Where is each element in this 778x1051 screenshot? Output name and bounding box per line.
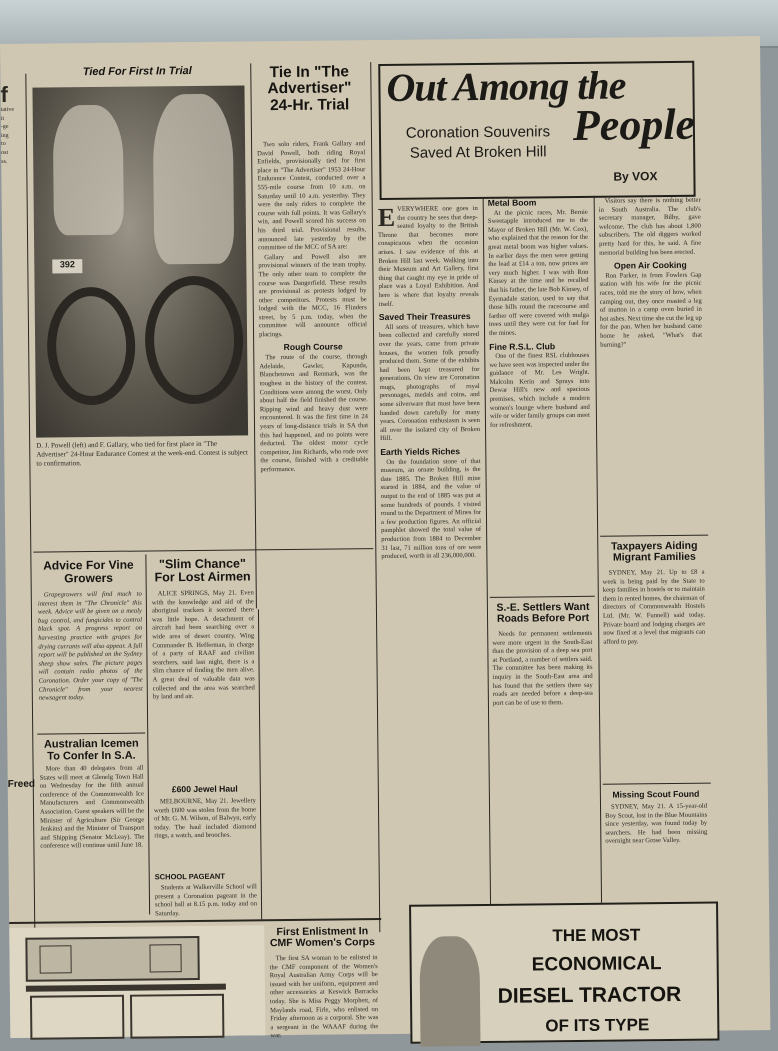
section-rule <box>9 918 381 924</box>
newspaper-page <box>0 36 770 1038</box>
settlers-article: Needs for permanent settlements were more urgent in the South-East than the provision of a deep sea port at Portland, a number of settlers said. The committee has been making its inquiry in the South-East area and has found that the settlers there say roads are needed before a deep-sea port can be of use to them. <box>492 629 593 707</box>
icemen-headline: Australian Icemen To Confer In S.A. <box>43 737 139 763</box>
ad-line-4: OF ITS TYPE <box>545 1015 650 1036</box>
number-plate: 392 <box>52 259 82 273</box>
rider-left-figure <box>53 105 124 236</box>
kitchen-cabinet-ad <box>9 925 265 1038</box>
motorcycle-photo <box>32 85 248 437</box>
photo-story-title: Tied For First In Trial <box>82 64 192 79</box>
ad-line-1: THE MOST <box>552 925 641 946</box>
ad-line-2: ECONOMICAL <box>531 953 662 976</box>
cabinet-bench <box>26 984 226 992</box>
rider-right-figure <box>153 94 235 265</box>
airmen-headline: "Slim Chance" For Lost Airmen <box>154 556 251 585</box>
masthead-subtitle: Coronation Souvenirs Saved At Broken Hill <box>405 123 551 162</box>
cabinet-door <box>39 945 71 973</box>
trial-article: Two solo riders, Frank Gallary and David Powell, both riding Royal Enfields, provisionally tied for first place in "The Advertiser" 1953 24-Hour Endurance Contest, conducted over a 555-mile course from 10 a.m. on Saturday until 10 a.m. yesterday. They were the only riders to complete the course with full points. It was Gallary's win, and Powell scored his success on his third trial. Provisional results, announced late yesterday by the committee of the MCC of SA are: Gallary and Powell also are provisional winners of the team trophy. The only other team to complete the course was Dangerfield. These results are provisional as protests lodged by other competitors. Protests must be lodged with the MCC, 16 Flinders street, by 5 p.m. today, when the committee will announce official placings. Rough Course The route of the course, through Adelaide, Gawler, Kapunda, Blanchetown and Renmark, was the toughest in the history of the contest. Conditions were among the worst. Only about half the field finished the course. Ripping wind and heavy dust were encountered. It was the first time in 24 years of long-distance trials in SA that this had happened, and no points were deducted. The oldest motor cycle competitor, Jim Richards, who rode over the course, finished with a creditable performance. <box>257 140 369 474</box>
cabinet-lower <box>30 995 124 1040</box>
oatp-column-3: Visitors say there is nothing better in South Australia. The club's secretary manager, Bilby, gave welcome. The club has about 1,800 subscribers. The old diggers worked pretty hard for this, he said. A fine memorial building has been erected. Open Air Cooking Ron Parker, in from Fowlers Gap station with his wife for the picnic races, told me the story of how, when camping out, they once roasted a leg of mutton in a camp oven buried in hot ashes. Next time she cut the leg up for the pan. When her husband came home he asked, "What's that burning?" <box>598 196 703 349</box>
airmen-article: ALICE SPRINGS, May 21. Even with the knowledge and aid of the aboriginal trackers it seemed there was little hope. A detachment of aircraft had been searching over a wide area of desert country. Wing Commander B. Hefferman, in charge of a party of RAAF and civilian searchers, said last night, there is a slim chance of finding the men alive. A great deal of valuable data was collected and the area was searched by land and air. <box>151 589 255 701</box>
vine-headline: Advice For Vine Growers <box>43 557 134 585</box>
section-rule <box>37 733 145 735</box>
oatp-column-2: Metal Boom At the picnic races, Mr. Bernie Sweetapple introduced me to the Mayor of Broken Hill (Mr. W. Cox), who explained that the reason for the great metal boom was higher values. In earlier days the men were getting the lead at £14 a ton, now prices are very much higher. I was with Ron Kinsey at the time and he recalled that his father, the late Bob Kinsey, of Eyrmadale station, used to say that those hills round the racecourse and farther off were covered with mulga trees until they were cut for fuel for the mines. Fine R.S.L. Club One of the finest RSL clubhouses we have seen was inspected under the guidance of Mr. Les Wright. Malcolm Kerin and Sprays into Dewar Hill's new and spacious premises, which include a modern women's lounge where husband and wife or wider family groups can meet for refreshment. <box>487 197 590 429</box>
cabinet-lower <box>130 994 224 1039</box>
out-among-people-masthead <box>378 61 695 200</box>
jewel-headline: £600 Jewel Haul <box>171 783 238 795</box>
motorcycle-front-wheel <box>47 287 136 406</box>
ad-line-3: DIESEL TRACTOR <box>497 982 682 1008</box>
tractor-ad <box>409 902 719 1044</box>
section-rule <box>603 783 711 785</box>
vine-article: Grapegrowers will find much to interest them in "The Chronicle" this week. Advice will be given on a mealy bug control, and fungicides to control black spot. A progress report on harvesting practice with grapes for drying currants will also appear. A full report will be published on the Sydney sheep show sales. The picture pages will contain radio photos of the Coronation. Order your copy of "The Chronicle" from your nearest newsagent today. <box>37 590 143 702</box>
motorcycle-rear-wheel <box>144 275 243 404</box>
taxpayers-headline: Taxpayers Aiding Migrant Families <box>611 539 698 564</box>
taxpayers-article: SYDNEY, May 21. Up to £8 a week is being paid by the State to keep families in hostels or to maintain them in rented homes, the chairman of directors of Commonwealth Hostels Ltd. (Mr. W. Funnell) said today. Private board and lodging charges are now fixed at a level that migrants can afford to pay. <box>602 568 706 646</box>
masthead-byline: By VOX <box>613 169 658 184</box>
column-rule <box>145 554 150 914</box>
women-corps-headline: First Enlistment In CMF Women's Corps <box>269 925 375 950</box>
pageant-article: Students at Walkerville School will present a Coronation pageant in the school hall at 8.15 p.m. today and on Saturday. <box>154 883 258 918</box>
left-fragment-column: f tative it -ge ing to ost ss. <box>0 81 15 165</box>
masthead-people: People <box>572 99 696 151</box>
cabinet-door <box>149 944 181 972</box>
section-rule <box>600 535 708 537</box>
freed-fragment: Freed <box>7 778 36 790</box>
masthead-title: Out Among the <box>386 62 626 110</box>
column-rule <box>250 63 257 608</box>
column-rule <box>258 609 262 919</box>
oatp-column-1: EVERYWHERE one goes in the country he sees that deep-seated loyalty to the British Throne that becomes more conspicuous when the occasion arises. I saw evidence of this at Broken Hill last week. Walking into their Museum and Art Gallery, first thing that caught my eye in pride of place was a Loyal Exhibition. And here is where that loyalty reveals itself. Saved Their Treasures All sorts of treasures, which have been collected and carefully stored over the years, came from private houses, the women folk proudly produced them. Some of the exhibits had been kept treasured for generations. On view are Coronation mugs, photographs of royal personages, medals and coins, and some silverware that must have been handed down carefully for many years. Coronation enthusiasm is seen all over the isolated city of Broken Hill. Earth Yields Riches On the foundation stone of that museum, an ornate building, is the date 1885. The Broken Hill mine started in 1884, and the value of output to the end of 1885 was put at some hundreds of pounds. I visited round to the Department of Mines for a few production figures. An official pamphlet showed the total value of production from 1884 to December 31 last, 71 million tons of ore were produced, worth in all 236,000,000. <box>377 202 482 561</box>
jewel-article: MELBOURNE, May 21. Jewellery worth £600 was stolen from the home of Mr. G. M. Wilson, of Balwyn, early today. The haul included diamond rings, a watch, and brooches. <box>153 797 257 840</box>
scout-headline: Missing Scout Found <box>612 788 700 800</box>
settlers-headline: S.-E. Settlers Want Roads Before Port <box>496 600 590 625</box>
scout-article: SYDNEY, May 21. A 15-year-old Boy Scout, lost in the Blue Mountains since yesterday, was found today by searchers. He had been missing overnight near Grose Valley. <box>605 802 708 846</box>
photo-caption: D. J. Powell (left) and F. Gallary, who tied for first place in "The Advertiser" 24-Hour Endurance Contest at the week-end. Contest is subject to confirmation. <box>36 439 248 468</box>
icemen-article: More than 40 delegates from all States will meet at Glenelg Town Hall on Wednesday for the fifth annual conference of the Commonwealth Ice Manufacturers and Commonwealth Association. Guest speakers will be the Minister of Agriculture (Sir George Jenkins) and the Minister of Transport and Shipping (Senator McLeay). The conference will continue until June 18. <box>39 764 145 850</box>
pageant-headline: SCHOOL PAGEANT <box>154 871 225 882</box>
women-corps-article: The first SA woman to be enlisted in the CMF component of the Women's Royal Australian Army Corps will be issued with her uniform, equipment and other accessories at Keswick Barracks today. She is Miss Peggy Morphett, of Maylands road, Firle, who enlisted on Friday afternoon as a corporal. She was a sergeant in the WAAAF during the war. <box>269 954 379 1040</box>
trial-headline: Tie In "The Advertiser" 24-Hr. Trial <box>267 63 352 114</box>
